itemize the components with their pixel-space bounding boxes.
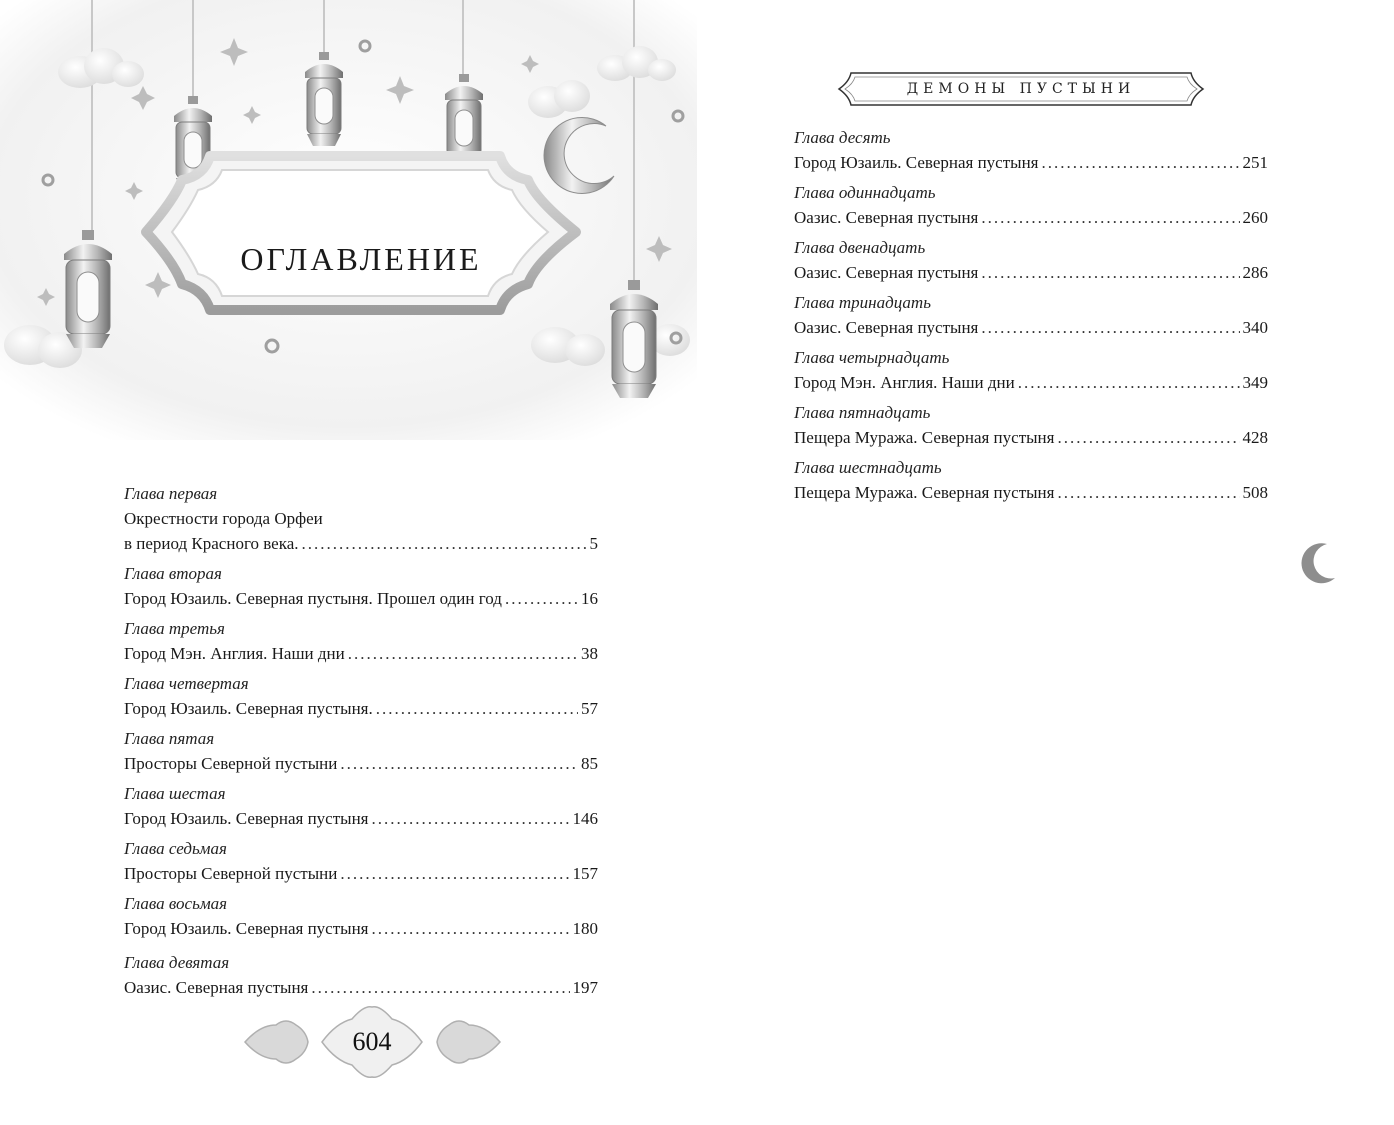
toc-line[interactable] <box>124 916 598 941</box>
toc-entry <box>794 290 1268 345</box>
toc-entry <box>124 671 598 726</box>
page-number: 180 <box>572 919 598 938</box>
toc-line[interactable] <box>794 315 1268 340</box>
chapter-title: Просторы Северной пустыни <box>124 754 338 773</box>
dot-leader <box>981 260 1239 285</box>
toc-line[interactable] <box>794 425 1268 450</box>
chapter-label: Глава четырнадцать <box>794 348 950 367</box>
page-number: 197 <box>572 978 598 997</box>
page-number-ornament <box>240 1003 505 1081</box>
right-page <box>697 0 1394 1125</box>
toc-entry <box>794 180 1268 235</box>
page-number: 286 <box>1242 263 1268 282</box>
chapter-title: Город Юзаиль. Северная пустыня <box>794 153 1039 172</box>
dot-leader <box>340 751 578 776</box>
toc-line[interactable] <box>124 751 598 776</box>
dot-leader <box>1057 425 1239 450</box>
chapter-label: Глава третья <box>124 619 225 638</box>
chapter-label: Глава одиннадцать <box>794 183 936 202</box>
dot-leader <box>372 916 570 941</box>
toc-entry <box>124 481 598 561</box>
chapter-label: Глава пятнадцать <box>794 403 931 422</box>
chapter-label: Глава вторая <box>124 564 222 583</box>
chapter-title: Город Мэн. Англия. Наши дни <box>794 373 1015 392</box>
toc-line[interactable] <box>124 531 598 556</box>
chapter-title: Город Юзаиль. Северная пустыня <box>124 919 369 938</box>
chapter-title: Оазис. Северная пустыня <box>794 263 979 282</box>
toc-entry <box>124 616 598 671</box>
chapter-label: Глава четвертая <box>124 674 249 693</box>
toc-entry <box>124 726 598 781</box>
toc-line[interactable] <box>124 641 598 666</box>
dot-leader <box>376 696 578 721</box>
dot-leader <box>505 586 578 611</box>
dot-leader <box>1042 150 1240 175</box>
toc-entry <box>124 781 598 836</box>
page-number: 57 <box>581 699 598 718</box>
toc-entry <box>794 235 1268 290</box>
toc-list-right <box>794 125 1268 510</box>
chapter-label: Глава десять <box>794 128 891 147</box>
toc-line[interactable] <box>124 696 598 721</box>
chapter-label: Глава девятая <box>124 953 230 972</box>
toc-heading: ОГЛАВЛЕНИЕ <box>240 241 482 277</box>
chapter-title: в период Красного века. <box>124 534 299 553</box>
chapter-title: Город Юзаиль. Северная пустыня. Прошел один год <box>124 589 502 608</box>
dot-leader <box>348 641 578 666</box>
chapter-title: Город Юзаиль. Северная пустыня <box>124 809 369 828</box>
header-illustration <box>0 0 697 440</box>
chapter-title: Пещера Муража. Северная пустыня <box>794 428 1055 447</box>
page-number: 508 <box>1242 483 1268 502</box>
dot-leader <box>302 531 587 556</box>
ornament-frame <box>146 156 576 310</box>
chapter-title: Пещера Муража. Северная пустыня <box>794 483 1055 502</box>
toc-entry <box>124 561 598 616</box>
chapter-label: Глава шестая <box>124 784 226 803</box>
running-head <box>837 70 1205 108</box>
page-number: 260 <box>1242 208 1268 227</box>
chapter-title: Оазис. Северная пустыня <box>794 318 979 337</box>
page-number: 5 <box>589 534 598 553</box>
page-number: 251 <box>1242 153 1268 172</box>
toc-line[interactable] <box>794 370 1268 395</box>
chapter-label: Глава пятая <box>124 729 215 748</box>
dot-leader <box>1057 480 1239 505</box>
chapter-label: Глава седьмая <box>124 839 227 858</box>
dot-leader <box>981 315 1239 340</box>
dot-leader <box>981 205 1239 230</box>
chapter-title: Оазис. Северная пустыня <box>794 208 979 227</box>
toc-entry <box>794 125 1268 180</box>
toc-entry <box>124 950 598 1005</box>
toc-line[interactable] <box>124 861 598 886</box>
toc-entry <box>124 836 598 891</box>
dot-leader <box>311 975 569 1000</box>
toc-line[interactable] <box>794 480 1268 505</box>
book-title: ДЕМОНЫ ПУСТЫНИ <box>906 81 1136 97</box>
chapter-title: Просторы Северной пустыни <box>124 864 338 883</box>
page-number: 38 <box>581 644 598 663</box>
page-number: 340 <box>1242 318 1268 337</box>
chapter-label: Глава восьмая <box>124 894 228 913</box>
page-number: 16 <box>581 589 598 608</box>
dot-leader <box>1018 370 1240 395</box>
chapter-title: Город Юзаиль. Северная пустыня. <box>124 699 373 718</box>
chapter-label: Глава тринадцать <box>794 293 931 312</box>
toc-line[interactable] <box>794 205 1268 230</box>
crescent-moon-icon <box>1297 541 1337 585</box>
chapter-label: Глава первая <box>124 484 218 503</box>
chapter-title: Оазис. Северная пустыня <box>124 978 309 997</box>
page-number: 157 <box>572 864 598 883</box>
toc-line[interactable] <box>124 975 598 1000</box>
toc-entry <box>794 455 1268 510</box>
toc-line[interactable] <box>124 806 598 831</box>
chapter-label: Глава шестнадцать <box>794 458 942 477</box>
chapter-title-line: Окрестности города Орфеи <box>124 509 323 528</box>
toc-line[interactable] <box>124 586 598 611</box>
toc-entry <box>124 891 598 950</box>
page-number: 349 <box>1242 373 1268 392</box>
folio-number: 604 <box>352 1027 392 1056</box>
dot-leader <box>372 806 570 831</box>
toc-line[interactable] <box>794 260 1268 285</box>
chapter-label: Глава двенадцать <box>794 238 926 257</box>
toc-entry <box>794 400 1268 455</box>
toc-line[interactable] <box>794 150 1268 175</box>
dot-leader <box>340 861 569 886</box>
toc-entry <box>794 345 1268 400</box>
toc-list-left <box>124 481 598 1005</box>
page-number: 85 <box>581 754 598 773</box>
chapter-title: Город Мэн. Англия. Наши дни <box>124 644 345 663</box>
page-number: 428 <box>1242 428 1268 447</box>
page-number: 146 <box>572 809 598 828</box>
